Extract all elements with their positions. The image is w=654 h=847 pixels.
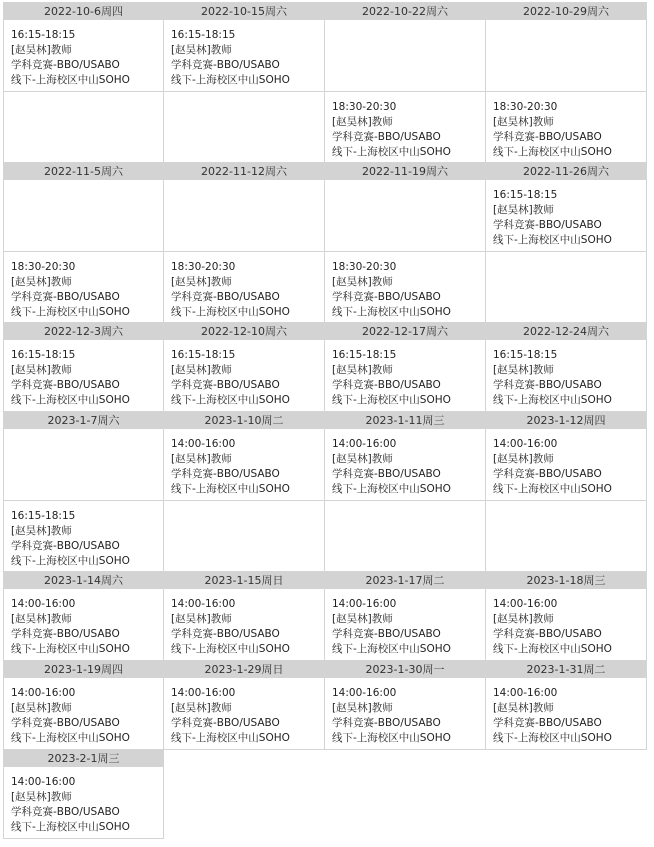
session-location: 线下-上海校区中山SOHO <box>493 394 612 406</box>
session-course: 学科竞赛-BBO/USABO <box>493 131 602 143</box>
schedule-calendar <box>3 2 647 839</box>
session-teacher: [赵昊林]教师 <box>11 613 72 625</box>
session-location: 线下-上海校区中山SOHO <box>493 732 612 744</box>
class-session <box>4 500 163 571</box>
day-date: 2023-1-29周日 <box>164 661 324 678</box>
class-session <box>164 429 324 500</box>
session-teacher: [赵昊林]教师 <box>332 702 393 714</box>
day-date: 2022-11-5周六 <box>4 163 163 180</box>
session-teacher: [赵昊林]教师 <box>171 453 232 465</box>
day-cell <box>486 661 647 750</box>
day-date: 2023-1-10周二 <box>164 412 324 429</box>
empty-slot <box>164 500 324 571</box>
session-teacher: [赵昊林]教师 <box>11 364 72 376</box>
session-course: 学科竞赛-BBO/USABO <box>11 717 120 729</box>
session-time: 16:15-18:15 <box>11 510 76 522</box>
day-cell <box>325 323 486 412</box>
week-row <box>3 572 647 661</box>
class-session <box>164 589 324 660</box>
session-location: 线下-上海校区中山SOHO <box>493 146 612 158</box>
session-time: 18:30-20:30 <box>11 261 76 273</box>
session-course: 学科竞赛-BBO/USABO <box>171 59 280 71</box>
session-location: 线下-上海校区中山SOHO <box>171 306 290 318</box>
session-time: 18:30-20:30 <box>332 261 397 273</box>
session-course: 学科竞赛-BBO/USABO <box>171 291 280 303</box>
session-location: 线下-上海校区中山SOHO <box>332 306 451 318</box>
session-location: 线下-上海校区中山SOHO <box>493 483 612 495</box>
session-location: 线下-上海校区中山SOHO <box>11 306 130 318</box>
session-course: 学科竞赛-BBO/USABO <box>493 717 602 729</box>
session-time: 14:00-16:00 <box>11 776 76 788</box>
day-date: 2023-1-15周日 <box>164 572 324 589</box>
session-course: 学科竞赛-BBO/USABO <box>171 628 280 640</box>
class-session <box>4 678 163 749</box>
empty-slot <box>325 20 485 91</box>
class-session <box>4 251 163 322</box>
session-teacher: [赵昊林]教师 <box>493 364 554 376</box>
class-session <box>486 180 646 251</box>
session-location: 线下-上海校区中山SOHO <box>11 394 130 406</box>
day-cell <box>3 572 164 661</box>
session-time: 14:00-16:00 <box>171 687 236 699</box>
session-location: 线下-上海校区中山SOHO <box>11 732 130 744</box>
day-date: 2023-1-18周三 <box>486 572 646 589</box>
day-date: 2023-1-12周四 <box>486 412 646 429</box>
session-teacher: [赵昊林]教师 <box>11 791 72 803</box>
day-cell <box>164 412 325 572</box>
session-course: 学科竞赛-BBO/USABO <box>171 468 280 480</box>
day-date: 2023-1-11周三 <box>325 412 485 429</box>
class-session <box>486 589 646 660</box>
class-session <box>4 589 163 660</box>
session-teacher: [赵昊林]教师 <box>332 453 393 465</box>
session-time: 16:15-18:15 <box>11 349 76 361</box>
day-date: 2023-1-19周四 <box>4 661 163 678</box>
session-teacher: [赵昊林]教师 <box>332 116 393 128</box>
session-course: 学科竞赛-BBO/USABO <box>493 379 602 391</box>
day-cell <box>325 661 486 750</box>
session-location: 线下-上海校区中山SOHO <box>171 643 290 655</box>
session-time: 18:30-20:30 <box>171 261 236 273</box>
session-course: 学科竞赛-BBO/USABO <box>332 628 441 640</box>
session-course: 学科竞赛-BBO/USABO <box>11 59 120 71</box>
session-time: 14:00-16:00 <box>493 598 558 610</box>
day-date: 2023-1-14周六 <box>4 572 163 589</box>
session-teacher: [赵昊林]教师 <box>332 613 393 625</box>
session-course: 学科竞赛-BBO/USABO <box>493 628 602 640</box>
session-location: 线下-上海校区中山SOHO <box>11 821 130 833</box>
session-location: 线下-上海校区中山SOHO <box>332 394 451 406</box>
session-time: 14:00-16:00 <box>11 687 76 699</box>
session-time: 16:15-18:15 <box>171 29 236 41</box>
session-time: 18:30-20:30 <box>332 101 397 113</box>
week-row <box>3 412 647 572</box>
class-session <box>164 251 324 322</box>
day-date: 2022-10-22周六 <box>325 3 485 20</box>
session-course: 学科竞赛-BBO/USABO <box>171 379 280 391</box>
day-date: 2022-11-12周六 <box>164 163 324 180</box>
session-teacher: [赵昊林]教师 <box>171 364 232 376</box>
day-cell <box>164 163 325 323</box>
session-course: 学科竞赛-BBO/USABO <box>11 806 120 818</box>
day-cell <box>164 572 325 661</box>
day-cell <box>325 572 486 661</box>
session-course: 学科竞赛-BBO/USABO <box>332 379 441 391</box>
day-date: 2022-12-17周六 <box>325 323 485 340</box>
session-location: 线下-上海校区中山SOHO <box>332 483 451 495</box>
session-location: 线下-上海校区中山SOHO <box>171 74 290 86</box>
session-teacher: [赵昊林]教师 <box>493 453 554 465</box>
session-teacher: [赵昊林]教师 <box>332 276 393 288</box>
class-session <box>325 251 485 322</box>
empty-slot <box>325 180 485 251</box>
day-date: 2022-12-10周六 <box>164 323 324 340</box>
session-location: 线下-上海校区中山SOHO <box>332 146 451 158</box>
session-course: 学科竞赛-BBO/USABO <box>332 717 441 729</box>
session-teacher: [赵昊林]教师 <box>332 364 393 376</box>
session-time: 14:00-16:00 <box>171 438 236 450</box>
week-row <box>3 2 647 163</box>
empty-slot <box>4 91 163 162</box>
session-location: 线下-上海校区中山SOHO <box>493 234 612 246</box>
session-teacher: [赵昊林]教师 <box>171 613 232 625</box>
day-cell <box>325 412 486 572</box>
class-session <box>486 340 646 411</box>
day-cell <box>164 323 325 412</box>
session-location: 线下-上海校区中山SOHO <box>11 555 130 567</box>
session-time: 16:15-18:15 <box>493 189 558 201</box>
session-teacher: [赵昊林]教师 <box>11 525 72 537</box>
day-date: 2023-2-1周三 <box>4 750 163 767</box>
class-session <box>164 20 324 91</box>
day-cell <box>325 2 486 163</box>
session-course: 学科竞赛-BBO/USABO <box>493 468 602 480</box>
session-course: 学科竞赛-BBO/USABO <box>332 291 441 303</box>
week-row <box>3 163 647 323</box>
session-teacher: [赵昊林]教师 <box>11 702 72 714</box>
week-row <box>3 750 647 839</box>
class-session <box>325 91 485 162</box>
day-date: 2022-12-3周六 <box>4 323 163 340</box>
session-location: 线下-上海校区中山SOHO <box>332 643 451 655</box>
class-session <box>325 678 485 749</box>
class-session <box>486 678 646 749</box>
day-date: 2022-10-29周六 <box>486 3 646 20</box>
session-time: 18:30-20:30 <box>493 101 558 113</box>
session-course: 学科竞赛-BBO/USABO <box>11 540 120 552</box>
session-teacher: [赵昊林]教师 <box>493 613 554 625</box>
day-cell <box>3 661 164 750</box>
week-row <box>3 661 647 750</box>
session-time: 16:15-18:15 <box>171 349 236 361</box>
day-date: 2022-10-6周四 <box>4 3 163 20</box>
session-location: 线下-上海校区中山SOHO <box>11 643 130 655</box>
session-location: 线下-上海校区中山SOHO <box>493 643 612 655</box>
session-teacher: [赵昊林]教师 <box>493 204 554 216</box>
session-time: 14:00-16:00 <box>332 687 397 699</box>
day-cell <box>164 661 325 750</box>
session-time: 14:00-16:00 <box>171 598 236 610</box>
session-time: 16:15-18:15 <box>11 29 76 41</box>
session-course: 学科竞赛-BBO/USABO <box>11 379 120 391</box>
day-cell <box>3 323 164 412</box>
class-session <box>4 767 163 838</box>
class-session <box>325 589 485 660</box>
day-cell <box>486 2 647 163</box>
session-course: 学科竞赛-BBO/USABO <box>332 468 441 480</box>
class-session <box>486 429 646 500</box>
class-session <box>4 20 163 91</box>
day-date: 2023-1-7周六 <box>4 412 163 429</box>
day-date: 2022-10-15周六 <box>164 3 324 20</box>
day-date: 2022-11-19周六 <box>325 163 485 180</box>
empty-slot <box>486 500 646 571</box>
day-cell <box>3 163 164 323</box>
session-time: 14:00-16:00 <box>493 687 558 699</box>
session-teacher: [赵昊林]教师 <box>493 116 554 128</box>
session-time: 14:00-16:00 <box>332 598 397 610</box>
session-location: 线下-上海校区中山SOHO <box>171 732 290 744</box>
session-course: 学科竞赛-BBO/USABO <box>332 131 441 143</box>
class-session <box>164 340 324 411</box>
empty-slot <box>164 180 324 251</box>
day-cell <box>3 750 164 839</box>
class-session <box>325 429 485 500</box>
empty-slot <box>164 91 324 162</box>
day-cell <box>486 163 647 323</box>
day-cell <box>486 412 647 572</box>
session-teacher: [赵昊林]教师 <box>171 276 232 288</box>
empty-slot <box>4 429 163 500</box>
day-cell <box>325 163 486 323</box>
empty-slot <box>486 20 646 91</box>
class-session <box>486 91 646 162</box>
session-time: 14:00-16:00 <box>11 598 76 610</box>
empty-slot <box>4 180 163 251</box>
session-time: 14:00-16:00 <box>332 438 397 450</box>
day-cell <box>3 412 164 572</box>
empty-slot <box>486 251 646 322</box>
class-session <box>325 340 485 411</box>
session-course: 学科竞赛-BBO/USABO <box>11 628 120 640</box>
day-date: 2022-11-26周六 <box>486 163 646 180</box>
empty-slot <box>325 500 485 571</box>
day-date: 2023-1-30周一 <box>325 661 485 678</box>
session-course: 学科竞赛-BBO/USABO <box>171 717 280 729</box>
day-date: 2022-12-24周六 <box>486 323 646 340</box>
session-course: 学科竞赛-BBO/USABO <box>493 219 602 231</box>
day-cell <box>486 572 647 661</box>
session-time: 16:15-18:15 <box>332 349 397 361</box>
session-teacher: [赵昊林]教师 <box>171 702 232 714</box>
day-cell <box>164 2 325 163</box>
session-location: 线下-上海校区中山SOHO <box>171 394 290 406</box>
session-teacher: [赵昊林]教师 <box>493 702 554 714</box>
class-session <box>4 340 163 411</box>
class-session <box>164 678 324 749</box>
session-course: 学科竞赛-BBO/USABO <box>11 291 120 303</box>
day-date: 2023-1-31周二 <box>486 661 646 678</box>
session-teacher: [赵昊林]教师 <box>11 276 72 288</box>
session-location: 线下-上海校区中山SOHO <box>171 483 290 495</box>
session-teacher: [赵昊林]教师 <box>171 44 232 56</box>
day-cell <box>3 2 164 163</box>
session-location: 线下-上海校区中山SOHO <box>332 732 451 744</box>
session-time: 16:15-18:15 <box>493 349 558 361</box>
day-cell <box>486 323 647 412</box>
session-time: 14:00-16:00 <box>493 438 558 450</box>
session-location: 线下-上海校区中山SOHO <box>11 74 130 86</box>
session-teacher: [赵昊林]教师 <box>11 44 72 56</box>
day-date: 2023-1-17周二 <box>325 572 485 589</box>
week-row <box>3 323 647 412</box>
